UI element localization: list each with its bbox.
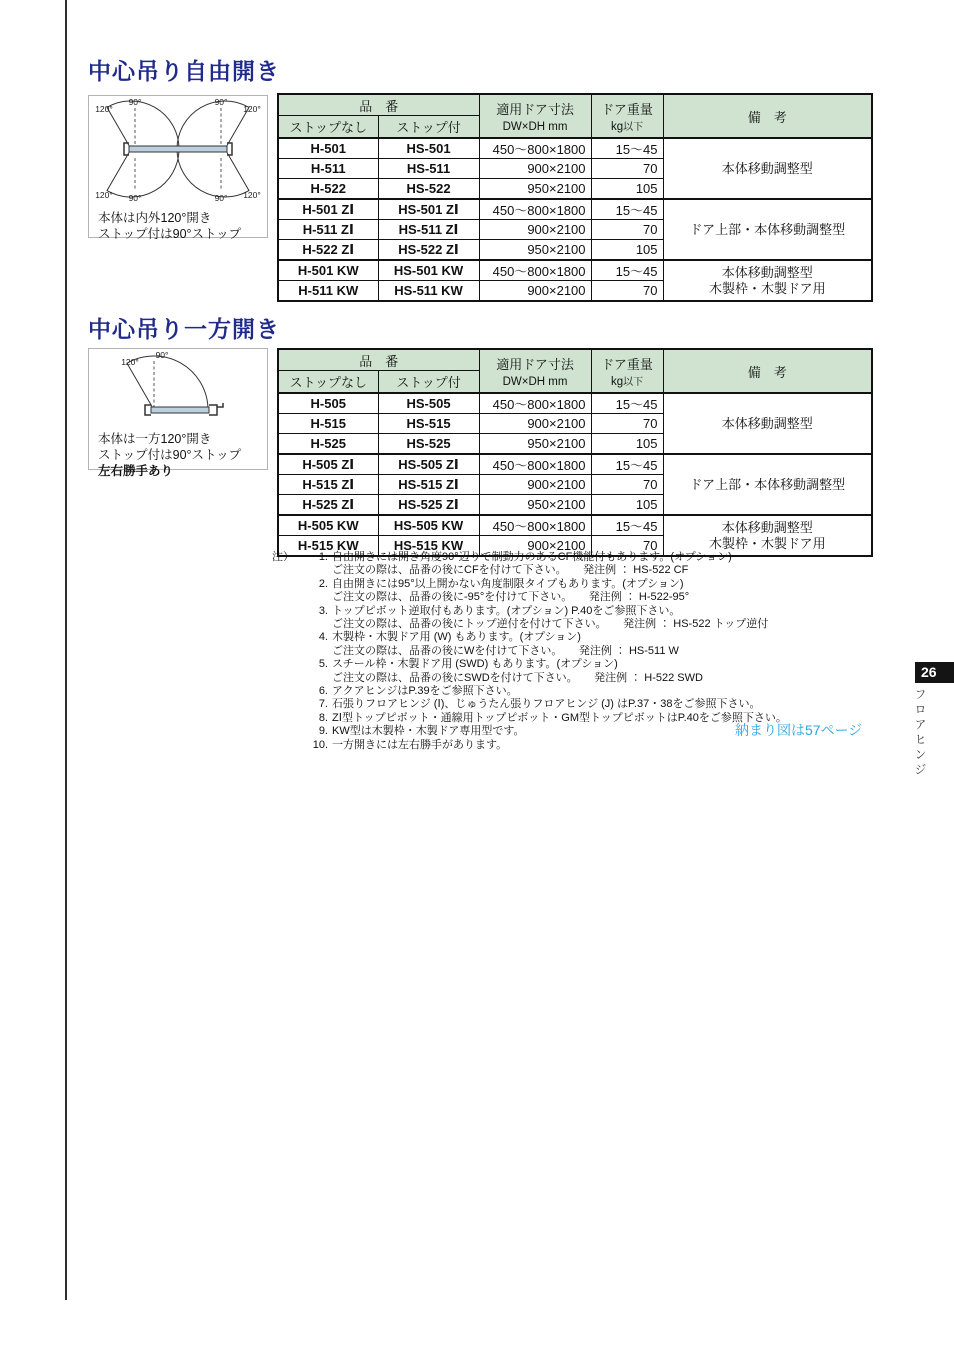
- note-item: 6. アクアヒンジはP.39をご参照下さい。: [304, 685, 922, 698]
- table-row: [278, 454, 872, 475]
- double-swing-diagram: [89, 96, 267, 202]
- category-side-label: フロアヒンジ: [913, 688, 927, 778]
- note-line: 石張りフロアヒンジ (Ⅰ)、じゅうたん張りフロアヒンジ (J) はP.37・38をご参照下さい。: [332, 698, 761, 711]
- section2-diagram-box: [88, 348, 268, 478]
- cell-weight: 105: [591, 179, 663, 200]
- cell-size: 950×2100: [479, 495, 591, 516]
- cell-with-stop: HS-522 ZⅠ: [378, 240, 479, 261]
- caption-line: 本体は一方120°開き: [98, 432, 212, 446]
- cell-weight: 70: [591, 220, 663, 240]
- cell-no-stop: H-501 KW: [278, 260, 378, 281]
- note-line: ZⅠ型トップピボット・通線用トップピボット・GM型トップピボットはP.40をご参照下さい。: [332, 711, 787, 724]
- part-number-header: 品 番: [278, 349, 479, 371]
- cell-weight: 15〜45: [591, 454, 663, 475]
- part-number-header: 品 番: [278, 94, 479, 116]
- cell-size: 450〜800×1800: [479, 454, 591, 475]
- notes-prefix: 注）: [272, 551, 294, 563]
- caption-line: 本体は内外120°開き: [98, 211, 212, 225]
- note-line: ご注文の際は、品番の後にCFを付けて下さい。 発注例 ： HS-522 CF: [332, 564, 689, 577]
- angle-120-label: 120°: [243, 190, 261, 200]
- installation-diagram-link[interactable]: 納まり図は57ページ: [735, 722, 863, 738]
- cell-size: 950×2100: [479, 240, 591, 261]
- note-line: 自由開きには開き角度90°辺りで制動力のあるCF機能付もあります。(オプション): [332, 551, 732, 563]
- door-size-header: 適用ドア寸法 DW×DH mm: [479, 94, 591, 138]
- remarks-header: 備 考: [663, 94, 872, 138]
- table-header-row: [278, 349, 872, 371]
- cell-size: 950×2100: [479, 179, 591, 200]
- door-weight-header: ドア重量 kg以下: [591, 349, 663, 393]
- door-size-header: 適用ドア寸法 DW×DH mm: [479, 349, 591, 393]
- cell-remark: 本体移動調整型: [663, 393, 872, 454]
- page-left-rule: [65, 0, 67, 1300]
- section2-diagram-caption: [98, 431, 267, 479]
- caption-line: ストップ付は90°ストップ: [98, 227, 242, 241]
- cell-size: 450〜800×1800: [479, 260, 591, 281]
- cell-remark: ドア上部・本体移動調整型: [663, 199, 872, 260]
- cell-weight: 70: [591, 281, 663, 302]
- cell-weight: 15〜45: [591, 393, 663, 414]
- cell-with-stop: HS-525 ZⅠ: [378, 495, 479, 516]
- cell-weight: 70: [591, 475, 663, 495]
- angle-90-label: 90°: [128, 97, 142, 107]
- caption-line-bold: 左右勝手あり: [98, 464, 174, 478]
- cell-remark: 本体移動調整型: [663, 138, 872, 199]
- cell-weight: 15〜45: [591, 199, 663, 220]
- section1-diagram-caption: [98, 210, 267, 242]
- note-item: 5. スチール枠・木製ドア用 (SWD) もあります。(オプション) ご注文の際は、品番の後にSWDを付けて下さい。 発注例 ： H-522 SWD: [304, 658, 922, 685]
- cell-no-stop: H-501: [278, 138, 378, 159]
- cell-with-stop: HS-511 KW: [378, 281, 479, 302]
- cell-no-stop: H-501 ZⅠ: [278, 199, 378, 220]
- note-line: ご注文の際は、品番の後にWを付けて下さい。 発注例 ： HS-511 W: [332, 644, 679, 657]
- cell-size: 900×2100: [479, 414, 591, 434]
- cell-size: 450〜800×1800: [479, 199, 591, 220]
- cell-no-stop: H-515 ZⅠ: [278, 475, 378, 495]
- cell-size: 900×2100: [479, 159, 591, 179]
- cell-with-stop: HS-515 ZⅠ: [378, 475, 479, 495]
- cell-weight: 70: [591, 414, 663, 434]
- cell-with-stop: HS-525: [378, 434, 479, 455]
- cell-with-stop: HS-511: [378, 159, 479, 179]
- cell-no-stop: H-505 KW: [278, 515, 378, 536]
- door-leaf: [129, 146, 227, 152]
- cell-with-stop: HS-515 KW: [378, 536, 479, 557]
- cell-no-stop: H-505 ZⅠ: [278, 454, 378, 475]
- single-swing-diagram: [89, 349, 267, 423]
- note-line: ご注文の際は、品番の後にトップ逆付を付けて下さい。 発注例 ： HS-522 トップ逆付: [332, 618, 769, 631]
- cell-size: 450〜800×1800: [479, 393, 591, 414]
- angle-120-label: 120°: [95, 104, 113, 114]
- cell-no-stop: H-522 ZⅠ: [278, 240, 378, 261]
- with-stop-header: ストップ付: [378, 371, 479, 394]
- cell-no-stop: H-515: [278, 414, 378, 434]
- cell-with-stop: HS-505 KW: [378, 515, 479, 536]
- angle-90-label: 90°: [214, 193, 228, 202]
- cell-no-stop: H-515 KW: [278, 536, 378, 557]
- note-line: 木製枠・木製ドア用 (W) もあります。(オプション): [332, 631, 581, 644]
- table-row: [278, 138, 872, 159]
- section1-title: 中心吊り自由開き: [88, 58, 280, 84]
- angle-120-label: 120°: [95, 190, 113, 200]
- caption-line: ストップ付は90°ストップ: [98, 448, 242, 462]
- cell-no-stop: H-505: [278, 393, 378, 414]
- note-item: 8. ZⅠ型トップピボット・通線用トップピボット・GM型トップピボットはP.40をご参照下さい。: [304, 712, 922, 725]
- note-line: ご注文の際は、品番の後に-95°を付けて下さい。 発注例 ： H-522-95°: [332, 591, 690, 604]
- cell-weight: 105: [591, 240, 663, 261]
- with-stop-header: ストップ付: [378, 116, 479, 139]
- cell-remark: ドア上部・本体移動調整型: [663, 454, 872, 515]
- cell-size: 900×2100: [479, 536, 591, 557]
- cell-no-stop: H-511: [278, 159, 378, 179]
- door-weight-header: ドア重量 kg以下: [591, 94, 663, 138]
- angle-90-label: 90°: [128, 193, 142, 202]
- section1-diagram-box: [88, 95, 268, 241]
- angle-120-label: 120°: [243, 104, 261, 114]
- note-line: スチール枠・木製ドア用 (SWD) もあります。(オプション): [332, 658, 618, 671]
- cell-size: 900×2100: [479, 475, 591, 495]
- angle-120-label: 120°: [121, 357, 139, 367]
- note-item: 4. 木製枠・木製ドア用 (W) もあります。(オプション) ご注文の際は、品番の後にWを付けて下さい。 発注例 ： HS-511 W: [304, 631, 922, 658]
- cell-no-stop: H-511 ZⅠ: [278, 220, 378, 240]
- note-line: トップピボット逆取付もあります。(オプション) P.40をご参照下さい。: [332, 604, 681, 617]
- note-item: 3. トップピボット逆取付もあります。(オプション) P.40をご参照下さい。 ご注文の際は、品番の後にトップ逆付を付けて下さい。 発注例 ： HS-522 トップ逆付: [304, 605, 922, 632]
- cell-with-stop: HS-505 ZⅠ: [378, 454, 479, 475]
- table-header-row: [278, 94, 872, 116]
- note-line: 一方開きには左右勝手があります。: [332, 738, 508, 751]
- no-stop-header: ストップなし: [278, 116, 378, 139]
- section2-title: 中心吊り一方開き: [88, 316, 280, 342]
- cell-weight: 15〜45: [591, 260, 663, 281]
- right-jamb-bracket: [209, 403, 223, 415]
- cell-weight: 105: [591, 495, 663, 516]
- cell-with-stop: HS-515: [378, 414, 479, 434]
- cell-no-stop: H-511 KW: [278, 281, 378, 302]
- cell-with-stop: HS-505: [378, 393, 479, 414]
- note-line: ご注文の際は、品番の後にSWDを付けて下さい。 発注例 ： H-522 SWD: [332, 671, 703, 684]
- note-item: 1. 自由開きには開き角度90°辺りで制動力のあるCF機能付もあります。(オプション) ご注文の際は、品番の後にCFを付けて下さい。 発注例 ： HS-522 CF: [304, 551, 922, 578]
- cell-size: 950×2100: [479, 434, 591, 455]
- cell-no-stop: H-522: [278, 179, 378, 200]
- section1-spec-table: [277, 93, 873, 302]
- cell-remark: 本体移動調整型 木製枠・木製ドア用: [663, 260, 872, 301]
- cell-weight: 15〜45: [591, 138, 663, 159]
- cell-with-stop: HS-522: [378, 179, 479, 200]
- cell-size: 900×2100: [479, 281, 591, 302]
- note-item: 7. 石張りフロアヒンジ (Ⅰ)、じゅうたん張りフロアヒンジ (J) はP.37・38をご参照下さい。: [304, 698, 922, 711]
- table-row: [278, 515, 872, 536]
- cell-no-stop: H-525: [278, 434, 378, 455]
- note-item: 10. 一方開きには左右勝手があります。: [304, 739, 922, 752]
- cell-size: 450〜800×1800: [479, 515, 591, 536]
- cell-no-stop: H-525 ZⅠ: [278, 495, 378, 516]
- remarks-header: 備 考: [663, 349, 872, 393]
- cell-weight: 15〜45: [591, 515, 663, 536]
- cell-weight: 70: [591, 536, 663, 557]
- left-jamb-bracket: [145, 405, 151, 415]
- cell-with-stop: HS-501: [378, 138, 479, 159]
- cell-with-stop: HS-501 ZⅠ: [378, 199, 479, 220]
- cell-size: 450〜800×1800: [479, 138, 591, 159]
- note-item: 2. 自由開きには95°以上開かない角度制限タイプもあります。(オプション) ご注文の際は、品番の後に-95°を付けて下さい。 発注例 ： H-522-95°: [304, 578, 922, 605]
- cell-weight: 70: [591, 159, 663, 179]
- cell-with-stop: HS-511 ZⅠ: [378, 220, 479, 240]
- page-number-tab: 26: [915, 662, 954, 683]
- note-line: アクアヒンジはP.39をご参照下さい。: [332, 685, 518, 698]
- angle-90-label: 90°: [214, 97, 228, 107]
- cell-weight: 105: [591, 434, 663, 455]
- table-row: [278, 260, 872, 281]
- door-leaf: [151, 407, 209, 413]
- cell-with-stop: HS-501 KW: [378, 260, 479, 281]
- note-item: 9. KW型は木製枠・木製ドア専用型です。: [304, 725, 922, 738]
- cell-size: 900×2100: [479, 220, 591, 240]
- section2-spec-table: [277, 348, 873, 557]
- no-stop-header: ストップなし: [278, 371, 378, 394]
- table-row: [278, 199, 872, 220]
- cell-remark: 本体移動調整型 木製枠・木製ドア用: [663, 515, 872, 556]
- note-line: 自由開きには95°以上開かない角度制限タイプもあります。(オプション): [332, 577, 684, 590]
- table-row: [278, 393, 872, 414]
- note-line: KW型は木製枠・木製ドア専用型です。: [332, 725, 525, 738]
- angle-90-label: 90°: [155, 350, 169, 360]
